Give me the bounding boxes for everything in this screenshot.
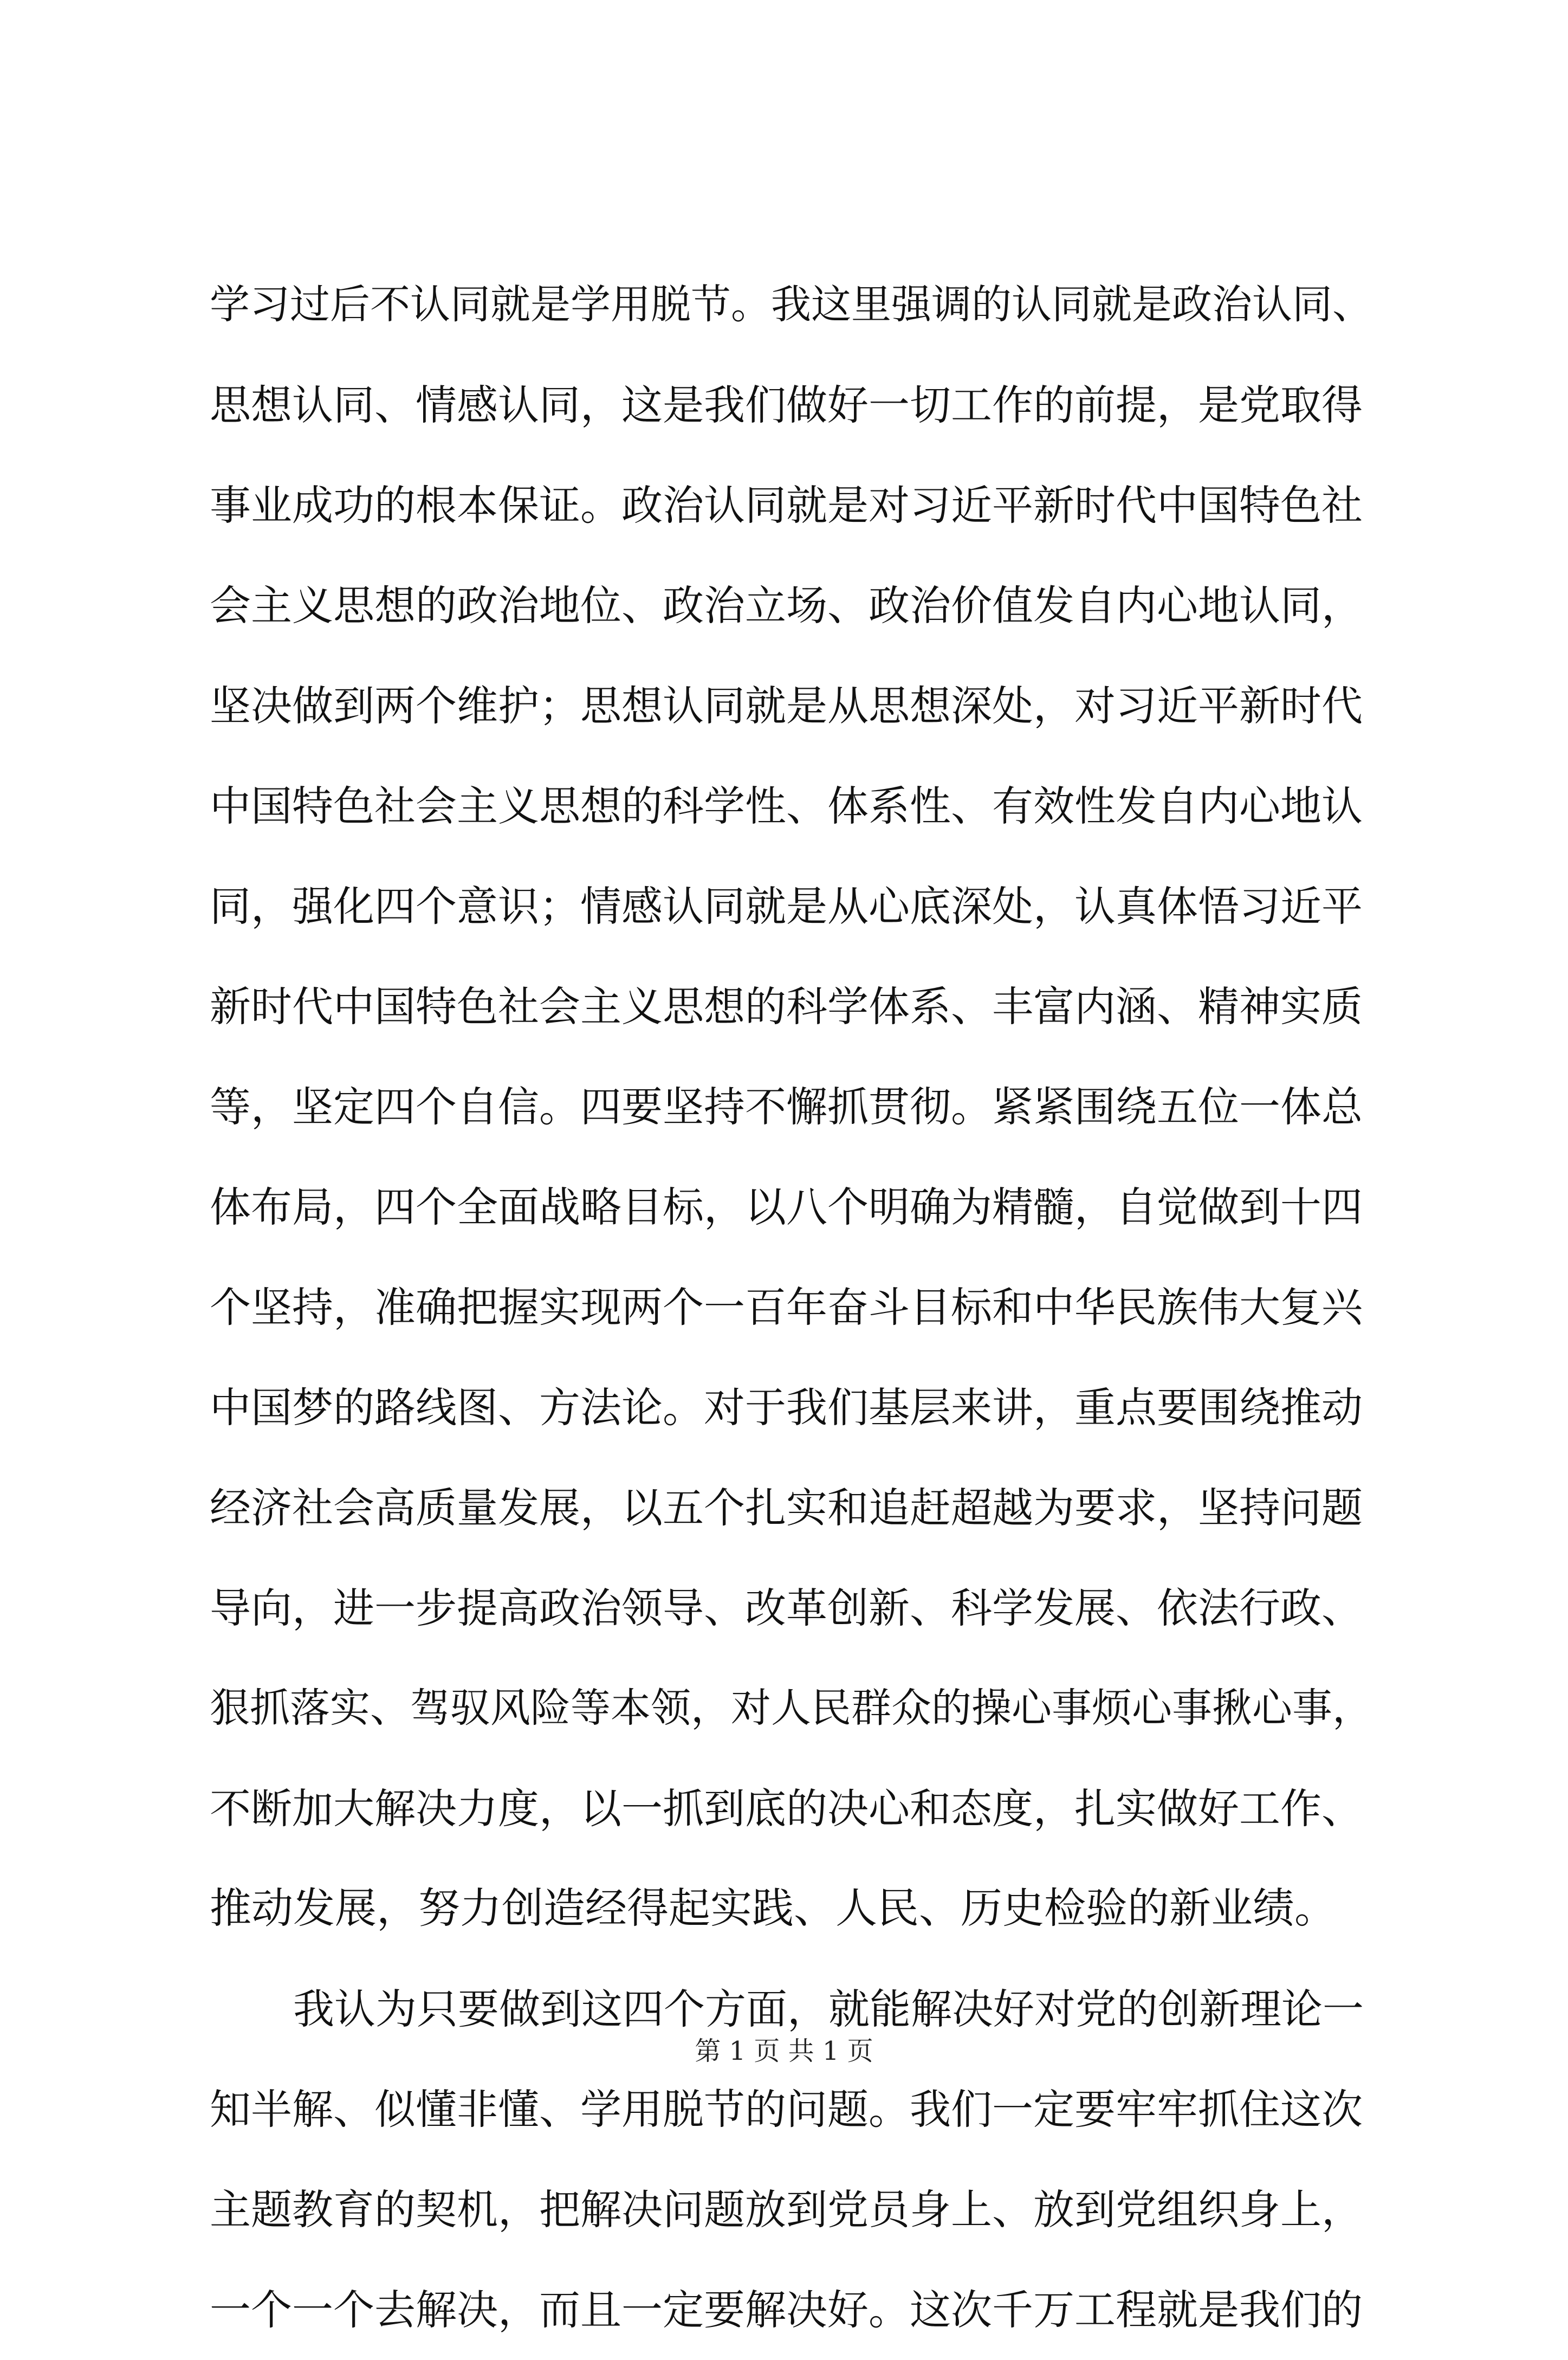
text-line: 新时代中国特色社会主义思想的科学体系、丰富内涵、精神实质 — [210, 982, 1363, 1031]
text-line: 中国特色社会主义思想的科学性、体系性、有效性发自内心地认 — [210, 782, 1363, 830]
text-line: 知半解、似懂非懂、学用脱节的问题。我们一定要牢牢抓住这次 — [210, 2085, 1363, 2133]
text-line: 中国梦的路线图、方法论。对于我们基层来讲，重点要围绕推动 — [210, 1383, 1363, 1432]
text-line: 等，坚定四个自信。四要坚持不懈抓贯彻。紧紧围绕五位一体总 — [210, 1083, 1363, 1131]
text-line: 主题教育的契机，把解决问题放到党员身上、放到党组织身上， — [210, 2186, 1363, 2234]
text-line: 同，强化四个意识；情感认同就是从心底深处，认真体悟习近平 — [210, 882, 1363, 930]
text-line: 会主义思想的政治地位、政治立场、政治价值发自内心地认同， — [210, 581, 1363, 630]
text-line: 导向，进一步提高政治领导、改革创新、科学发展、依法行政、 — [210, 1584, 1363, 1632]
text-line: 事业成功的根本保证。政治认同就是对习近平新时代中国特色社 — [210, 481, 1363, 529]
text-line: 学习过后不认同就是学用脱节。我这里强调的认同就是政治认同、 — [210, 281, 1372, 328]
text-line: 不断加大解决力度，以一抓到底的决心和态度，扎实做好工作、 — [210, 1784, 1363, 1833]
text-line: 推动发展，努力创造经得起实践、人民、历史检验的新业绩。 — [210, 1885, 1336, 1933]
text-line: 一个一个去解决，而且一定要解决好。这次千万工程就是我们的 — [210, 2286, 1363, 2334]
paragraph-first-line: 我认为只要做到这四个方面，就能解决好对党的创新理论一 — [293, 1985, 1364, 2033]
text-line: 思想认同、情感认同，这是我们做好一切工作的前提，是党取得 — [210, 381, 1363, 429]
text-line: 个坚持，准确把握实现两个一百年奋斗目标和中华民族伟大复兴 — [210, 1283, 1363, 1331]
text-line: 体布局，四个全面战略目标，以八个明确为精髓，自觉做到十四 — [210, 1183, 1363, 1231]
text-line: 经济社会高质量发展，以五个扎实和追赶超越为要求，坚持问题 — [210, 1484, 1363, 1532]
text-line: 坚决做到两个维护；思想认同就是从思想深处，对习近平新时代 — [210, 682, 1363, 730]
page-number-footer: 第 1 页 共 1 页 — [695, 2036, 873, 2066]
text-line: 狠抓落实、驾驭风险等本领，对人民群众的操心事烦心事揪心事， — [210, 1685, 1372, 1731]
